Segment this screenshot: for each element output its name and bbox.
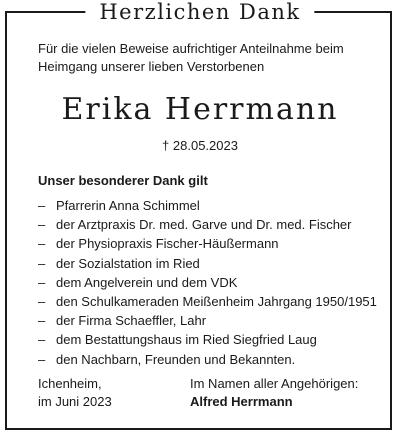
signature-line: Im Namen aller Angehörigen: — [190, 376, 359, 391]
intro-text — [38, 40, 378, 76]
list-item-text: dem Bestattungshaus im Ried Siegfried Laug — [56, 332, 317, 348]
list-item — [38, 234, 388, 253]
list-dash: – — [38, 217, 46, 233]
place: Ichenheim, — [38, 376, 102, 391]
list-item — [38, 273, 388, 292]
intro-line: Für die vielen Beweise aufrichtiger Anteilnahme beim — [38, 41, 344, 56]
thanks-heading: Unser besonderer Dank gilt — [38, 173, 208, 188]
list-item-text: der Arztpraxis Dr. med. Garve und Dr. med. Fischer — [56, 217, 352, 233]
place-date — [38, 375, 112, 411]
list-dash: – — [38, 274, 46, 290]
list-dash: – — [38, 313, 46, 329]
list-item — [38, 215, 388, 234]
list-item — [38, 292, 388, 311]
notice-header: Herzlichen Dank — [85, 0, 314, 24]
date: im Juni 2023 — [38, 394, 112, 409]
list-item-text: den Nachbarn, Freunden und Bekannten. — [56, 351, 296, 367]
list-item — [38, 330, 388, 349]
list-dash: – — [38, 294, 46, 310]
list-item — [38, 350, 388, 369]
list-item — [38, 196, 388, 215]
list-dash: – — [38, 255, 46, 271]
thanks-list — [38, 196, 388, 369]
deceased-name: Erika Herrmann — [61, 92, 339, 127]
signature-block — [190, 375, 358, 411]
signer-name: Alfred Herrmann — [190, 394, 293, 409]
list-item-text: der Sozialstation im Ried — [56, 255, 200, 271]
list-dash: – — [38, 332, 46, 348]
list-item-text: den Schulkameraden Meißenheim Jahrgang 1950/1951 — [56, 294, 377, 310]
list-dash: – — [38, 351, 46, 367]
list-item-text: Pfarrerin Anna Schimmel — [56, 198, 200, 213]
list-dash: – — [38, 198, 46, 213]
list-item-text: der Firma Schaeffler, Lahr — [56, 313, 207, 329]
list-dash: – — [38, 236, 46, 252]
list-item-text: der Physiopraxis Fischer-Häußermann — [56, 236, 279, 252]
list-item — [38, 311, 388, 330]
list-item — [38, 254, 388, 273]
intro-line: Heimgang unserer lieben Verstorbenen — [38, 59, 265, 74]
death-date: † 28.05.2023 — [162, 138, 238, 153]
list-item-text: dem Angelverein und dem VDK — [56, 274, 238, 290]
